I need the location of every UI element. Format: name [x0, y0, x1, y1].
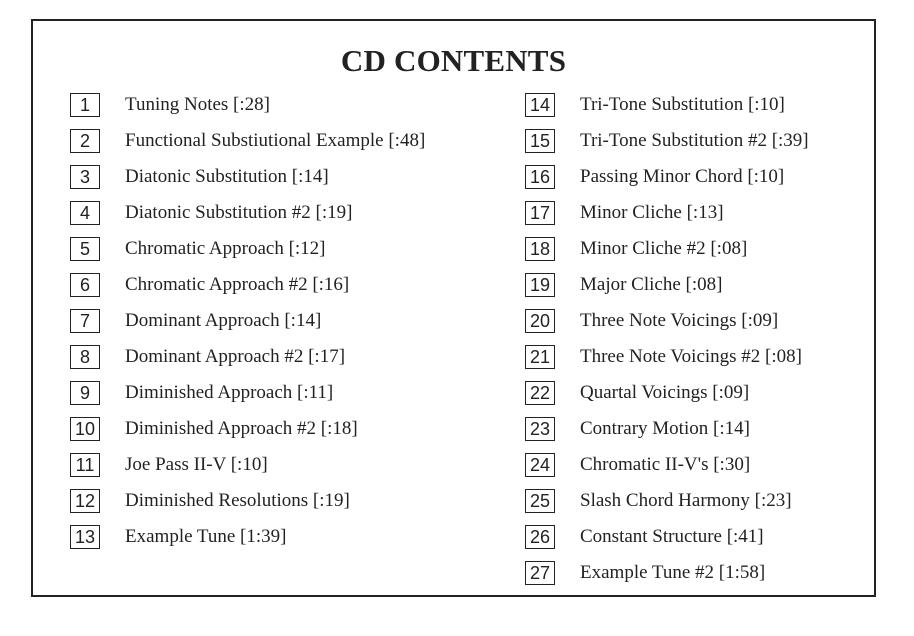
track-number: 18: [525, 237, 555, 261]
page-title: CD CONTENTS: [340, 43, 567, 78]
track-number: 8: [70, 345, 100, 369]
track-number: 24: [525, 453, 555, 477]
track-number: 27: [525, 561, 555, 585]
track-title: Diminished Approach [:11]: [125, 382, 334, 403]
track-title: Three Note Voicings [:09]: [580, 310, 779, 331]
track-number: 14: [525, 93, 555, 117]
track-title: Chromatic Approach [:12]: [125, 238, 326, 259]
track-title: Passing Minor Chord [:10]: [580, 166, 785, 187]
track-title: Example Tune #2 [1:58]: [580, 562, 766, 583]
track-title: Diatonic Substitution #2 [:19]: [125, 202, 353, 223]
track-title: Chromatic Approach #2 [:16]: [125, 274, 350, 295]
track-number: 6: [70, 273, 100, 297]
track-number: 4: [70, 201, 100, 225]
track-title: Minor Cliche [:13]: [580, 202, 724, 223]
track-number: 1: [70, 93, 100, 117]
track-title: Joe Pass II-V [:10]: [125, 454, 268, 475]
track-number: 2: [70, 129, 100, 153]
track-number: 17: [525, 201, 555, 225]
track-number: 22: [525, 381, 555, 405]
track-number: 11: [70, 453, 100, 477]
track-title: Slash Chord Harmony [:23]: [580, 490, 792, 511]
cd-contents-box: [31, 19, 876, 597]
track-number: 7: [70, 309, 100, 333]
track-number: 21: [525, 345, 555, 369]
track-title: Quartal Voicings [:09]: [580, 382, 750, 403]
track-title: Tri-Tone Substitution [:10]: [580, 94, 785, 115]
track-title: Functional Substiutional Example [:48]: [125, 130, 426, 151]
track-title: Tuning Notes [:28]: [125, 94, 270, 115]
track-number: 5: [70, 237, 100, 261]
track-number: 10: [70, 417, 100, 441]
track-number: 23: [525, 417, 555, 441]
track-title: Dominant Approach #2 [:17]: [125, 346, 346, 367]
track-number: 19: [525, 273, 555, 297]
track-title: Three Note Voicings #2 [:08]: [580, 346, 802, 367]
track-number: 3: [70, 165, 100, 189]
track-title: Major Cliche [:08]: [580, 274, 723, 295]
track-number: 13: [70, 525, 100, 549]
track-title: Diminished Approach #2 [:18]: [125, 418, 358, 439]
track-number: 12: [70, 489, 100, 513]
track-number: 25: [525, 489, 555, 513]
track-number: 16: [525, 165, 555, 189]
track-number: 20: [525, 309, 555, 333]
track-title: Tri-Tone Substitution #2 [:39]: [580, 130, 809, 151]
track-title: Constant Structure [:41]: [580, 526, 764, 547]
track-title: Minor Cliche #2 [:08]: [580, 238, 748, 259]
track-title: Dominant Approach [:14]: [125, 310, 322, 331]
track-title: Diminished Resolutions [:19]: [125, 490, 350, 511]
track-title: Diatonic Substitution [:14]: [125, 166, 329, 187]
track-title: Example Tune [1:39]: [125, 526, 287, 547]
track-title: Chromatic II-V's [:30]: [580, 454, 751, 475]
track-number: 15: [525, 129, 555, 153]
track-number: 26: [525, 525, 555, 549]
track-title: Contrary Motion [:14]: [580, 418, 750, 439]
track-number: 9: [70, 381, 100, 405]
